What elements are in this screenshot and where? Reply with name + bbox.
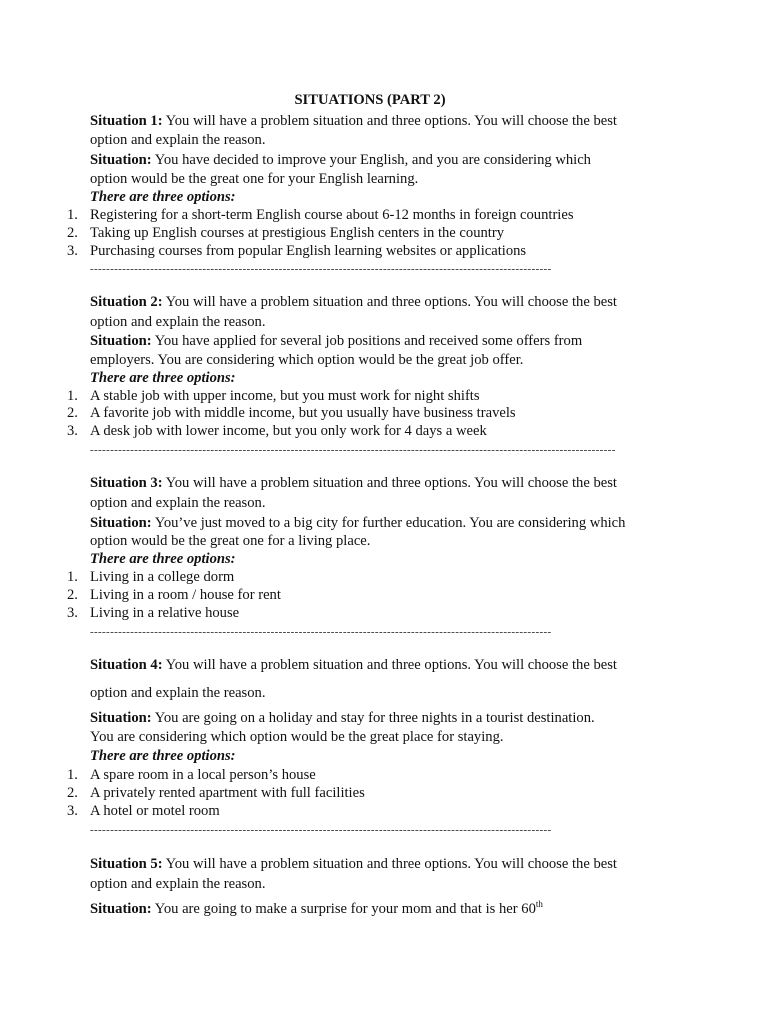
- intro-text: You will have a problem situation and three options. You will choose the best: [162, 294, 617, 310]
- situation-label: Situation:: [90, 333, 152, 349]
- options-heading: There are three options:: [90, 189, 236, 205]
- situation-label: Situation:: [90, 710, 152, 726]
- list-number: 3.: [67, 803, 78, 819]
- situation-2-body-2: employers. You are considering which option would be the great job offer.: [90, 352, 524, 368]
- situation-body-text: You have decided to improve your English, and you are considering which: [151, 152, 591, 168]
- intro-text-2: option and explain the reason.: [90, 314, 266, 330]
- intro-text-2: option and explain the reason.: [90, 495, 266, 511]
- list-number: 3.: [67, 423, 78, 439]
- option-item: Registering for a short-term English course about 6-12 months in foreign countries: [90, 207, 574, 223]
- situation-1-intro: [90, 112, 617, 130]
- situation-3-body: [90, 514, 625, 532]
- situation-label: Situation:: [90, 515, 152, 531]
- list-number: 1.: [67, 767, 78, 783]
- intro-text: You will have a problem situation and three options. You will choose the best: [162, 475, 617, 491]
- situation-body-text: You have applied for several job positions and received some offers from: [151, 333, 583, 349]
- situation-2-label: Situation 2:: [90, 294, 163, 310]
- option-item: Taking up English courses at prestigious English centers in the country: [90, 225, 505, 241]
- situation-3-intro: [90, 474, 617, 492]
- situation-1-body: [90, 151, 591, 169]
- situation-4-body: [90, 709, 595, 727]
- divider: -------------------------------------------------------------------------------------------------------------------: [90, 824, 552, 836]
- intro-text: You will have a problem situation and three options. You will choose the best: [162, 113, 617, 129]
- list-number: 2.: [67, 405, 78, 421]
- situation-label: Situation:: [90, 901, 152, 917]
- divider: -----------------------------------------------------------------------------------------------------------------------------------: [90, 444, 616, 456]
- option-item: Living in a college dorm: [90, 569, 235, 585]
- divider: -------------------------------------------------------------------------------------------------------------------: [90, 263, 552, 275]
- intro-text-2: option and explain the reason.: [90, 132, 266, 148]
- situation-4-label: Situation 4:: [90, 657, 163, 673]
- situation-5-body: [90, 895, 543, 918]
- intro-text: You will have a problem situation and three options. You will choose the best: [162, 657, 617, 673]
- list-number: 2.: [67, 587, 78, 603]
- intro-text-2: option and explain the reason.: [90, 876, 266, 892]
- situation-label: Situation:: [90, 152, 152, 168]
- situation-5-intro: [90, 855, 617, 873]
- option-item: A favorite job with middle income, but you usually have business travels: [90, 405, 516, 421]
- list-number: 2.: [67, 785, 78, 801]
- page-title: SITUATIONS (PART 2): [294, 92, 446, 108]
- divider: -------------------------------------------------------------------------------------------------------------------: [90, 626, 552, 638]
- situation-4-intro: [90, 656, 617, 674]
- situation-1-body-2: option would be the great one for your English learning.: [90, 171, 419, 187]
- option-item: A privately rented apartment with full facilities: [90, 785, 365, 801]
- intro-text: You will have a problem situation and three options. You will choose the best: [162, 856, 617, 872]
- situation-3-label: Situation 3:: [90, 475, 163, 491]
- options-heading: There are three options:: [90, 551, 236, 567]
- ordinal-suffix: th: [535, 899, 543, 909]
- list-number: 3.: [67, 243, 78, 259]
- situation-body-text: You are going to make a surprise for your mom and that is her 60: [151, 901, 536, 917]
- situation-3-body-2: option would be the great one for a living place.: [90, 533, 371, 549]
- option-item: A desk job with lower income, but you only work for 4 days a week: [90, 423, 487, 439]
- situation-4-body-2: You are considering which option would be the great place for staying.: [90, 729, 504, 745]
- list-number: 1.: [67, 388, 78, 404]
- situation-5-label: Situation 5:: [90, 856, 163, 872]
- situation-body-text: You’ve just moved to a big city for further education. You are considering which: [151, 515, 626, 531]
- situation-2-body: [90, 332, 582, 350]
- list-number: 3.: [67, 605, 78, 621]
- situation-body-text: You are going on a holiday and stay for three nights in a tourist destination.: [151, 710, 595, 726]
- option-item: Purchasing courses from popular English learning websites or applications: [90, 243, 527, 259]
- list-number: 2.: [67, 225, 78, 241]
- option-item: Living in a room / house for rent: [90, 587, 281, 603]
- options-heading: There are three options:: [90, 748, 236, 764]
- list-number: 1.: [67, 207, 78, 223]
- options-heading: There are three options:: [90, 370, 236, 386]
- option-item: A spare room in a local person’s house: [90, 767, 316, 783]
- option-item: A stable job with upper income, but you must work for night shifts: [90, 388, 480, 404]
- situation-1-label: Situation 1:: [90, 113, 163, 129]
- option-item: Living in a relative house: [90, 605, 240, 621]
- intro-text-2: option and explain the reason.: [90, 685, 266, 701]
- situation-2-intro: [90, 293, 617, 311]
- option-item: A hotel or motel room: [90, 803, 220, 819]
- list-number: 1.: [67, 569, 78, 585]
